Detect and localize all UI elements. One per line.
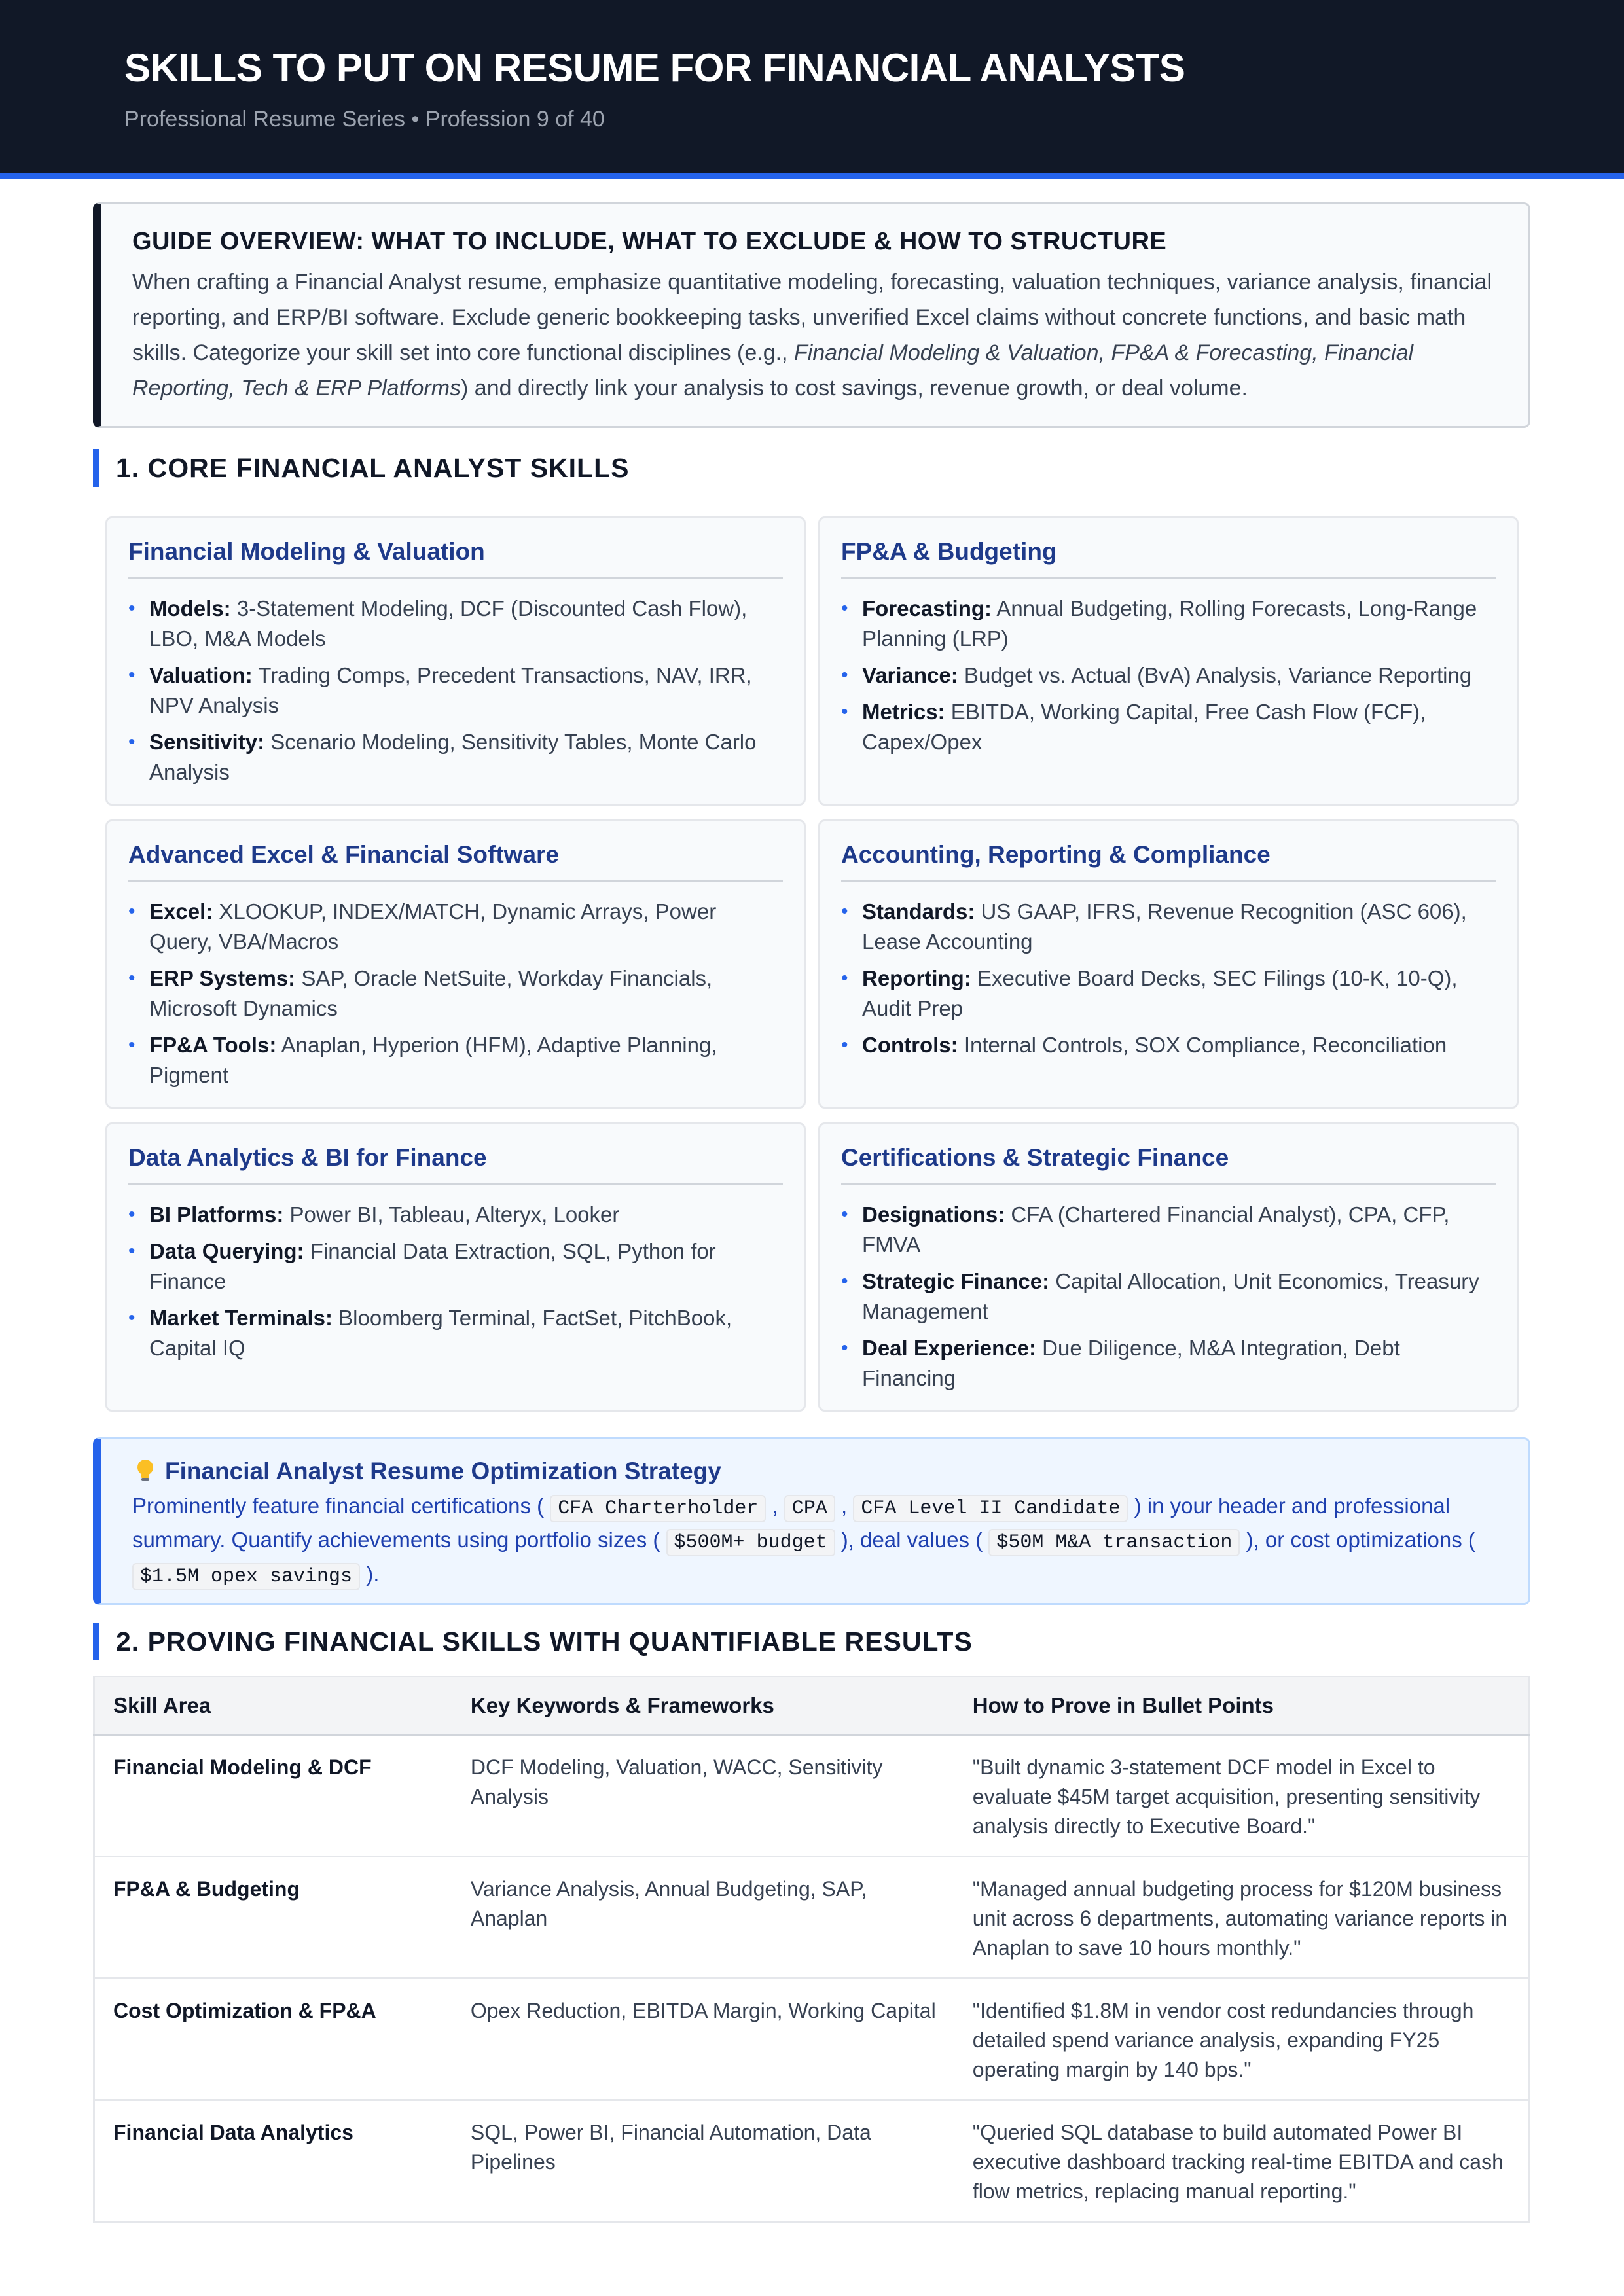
keywords-cell: Variance Analysis, Annual Budgeting, SAP, Anaplan bbox=[452, 1857, 954, 1979]
skill-card bbox=[105, 1122, 806, 1412]
code-chip: $50M M&A transaction bbox=[988, 1529, 1240, 1556]
skill-area-cell: Financial Data Analytics bbox=[113, 2121, 353, 2144]
keywords-cell: SQL, Power BI, Financial Automation, Data Pipelines bbox=[470, 2121, 871, 2174]
overview-title: GUIDE OVERVIEW: WHAT TO INCLUDE, WHAT TO EXCLUDE & HOW TO STRUCTURE bbox=[132, 228, 1167, 255]
overview-text: When crafting a Financial Analyst resume, emphasize quantitative modeling, forecasting, valuation techniques, variance analysis, financial reporting, and ERP/BI software. Exclude generic bookkeeping tasks, unverified Excel claims without concrete functions, and basic math skills. Categorize your skill set into core functional disciplines (e.g., Financial Modeling & Valuation, FP&A & Forecasting, Financial Reporting, Tech & ERP Platforms) and directly link your analysis to cost savings, revenue growth, or deal volume. bbox=[132, 270, 1492, 401]
skill-card bbox=[105, 819, 806, 1109]
skill-item: • Deal Experience: Due Diligence, M&A Integration, Debt Financing bbox=[841, 1336, 1400, 1390]
code-chip: CFA Level II Candidate bbox=[853, 1495, 1128, 1522]
skill-item: • Data Querying: Financial Data Extraction, SQL, Python for Finance bbox=[128, 1239, 716, 1293]
optimization-tip-box bbox=[93, 1437, 1530, 1605]
bullet-example-cell: "Queried SQL database to build automated Power BI executive dashboard tracking real-time EBITDA and cash flow metrics, replacing manual reporting." bbox=[972, 2121, 1504, 2203]
card-title: Certifications & Strategic Finance bbox=[841, 1141, 1496, 1185]
table-row bbox=[94, 1857, 1530, 1979]
code-chip: CPA bbox=[784, 1495, 835, 1522]
lightbulb-icon bbox=[132, 1457, 158, 1483]
page-title: SKILLS TO PUT ON RESUME FOR FINANCIAL ANALYSTS bbox=[124, 46, 1185, 90]
bullet-example-cell: "Built dynamic 3-statement DCF model in Excel to evaluate $45M target acquisition, presenting sensitivity analysis directly to Executive Board." bbox=[954, 1735, 1530, 1857]
guide-overview-box bbox=[93, 202, 1530, 428]
column-header: How to Prove in Bullet Points bbox=[954, 1677, 1530, 1735]
skill-item: • FP&A Tools: Anaplan, Hyperion (HFM), Adaptive Planning, Pigment bbox=[128, 1033, 717, 1087]
skill-area-cell: Financial Modeling & DCF bbox=[94, 1735, 452, 1857]
skill-card bbox=[818, 1122, 1519, 1412]
column-header: Skill Area bbox=[94, 1677, 452, 1735]
card-title: Accounting, Reporting & Compliance bbox=[841, 838, 1496, 882]
table-row bbox=[94, 2100, 1530, 2222]
tip-text: Prominently feature financial certifications ( CFA Charterholder , CPA , CFA Level II Candidate ) in your header and professional summary. Quantify achievements using portfolio sizes ( $500M+ budget ), deal values ( $50M M&A transaction ), or cost optimizations ( $1.5M opex savings ). bbox=[132, 1490, 1497, 1592]
skill-item: • Valuation: Trading Comps, Precedent Transactions, NAV, IRR, NPV Analysis bbox=[128, 663, 752, 717]
skill-item: • Models: 3-Statement Modeling, DCF (Discounted Cash Flow), LBO, M&A Models bbox=[128, 596, 748, 651]
card-skill-list bbox=[841, 1200, 1496, 1393]
skill-area-cell: FP&A & Budgeting bbox=[94, 1857, 452, 1979]
card-skill-list bbox=[128, 897, 783, 1090]
card-title: Financial Modeling & Valuation bbox=[128, 535, 783, 579]
card-skill-list bbox=[128, 594, 783, 787]
skill-area-cell: Cost Optimization & FP&A bbox=[94, 1979, 452, 2100]
skill-item: • Market Terminals: Bloomberg Terminal, FactSet, PitchBook, Capital IQ bbox=[128, 1306, 732, 1360]
skill-item: • Strategic Finance: Capital Allocation, Unit Economics, Treasury Management bbox=[841, 1269, 1479, 1323]
skill-item: • Designations: CFA (Chartered Financial Analyst), CPA, CFP, FMVA bbox=[841, 1202, 1450, 1257]
card-skill-list bbox=[841, 897, 1496, 1060]
keywords-cell: Opex Reduction, EBITDA Margin, Working Capital bbox=[452, 1979, 954, 2100]
table-row bbox=[94, 1979, 1530, 2100]
bullet-example-cell: "Identified $1.8M in vendor cost redundancies through detailed spend variance analysis, expanding FY25 operating margin by 140 bps." bbox=[954, 1979, 1530, 2100]
skill-item: • ERP Systems: SAP, Oracle NetSuite, Workday Financials, Microsoft Dynamics bbox=[128, 966, 713, 1020]
skill-item: • Variance: Budget vs. Actual (BvA) Analysis, Variance Reporting bbox=[841, 663, 1472, 687]
card-title: Data Analytics & BI for Finance bbox=[128, 1141, 783, 1185]
code-chip: $1.5M opex savings bbox=[132, 1563, 360, 1590]
table-header-row bbox=[94, 1677, 1530, 1735]
section-1-heading: 1. CORE FINANCIAL ANALYST SKILLS bbox=[93, 449, 1533, 487]
code-chip: CFA Charterholder bbox=[550, 1495, 766, 1522]
card-skill-list bbox=[841, 594, 1496, 757]
skill-card bbox=[818, 819, 1519, 1109]
card-title: Advanced Excel & Financial Software bbox=[128, 838, 783, 882]
skill-item: • Sensitivity: Scenario Modeling, Sensitivity Tables, Monte Carlo Analysis bbox=[128, 730, 757, 784]
header-accent-bar bbox=[0, 173, 1624, 179]
skill-item: • Metrics: EBITDA, Working Capital, Free Cash Flow (FCF), Capex/Opex bbox=[841, 700, 1426, 754]
skill-card bbox=[818, 516, 1519, 806]
bullet-example-cell: "Managed annual budgeting process for $120M business unit across 6 departments, automating variance reports in Anaplan to save 10 hours monthly." bbox=[954, 1857, 1530, 1979]
skill-item: • Controls: Internal Controls, SOX Compliance, Reconciliation bbox=[841, 1033, 1447, 1057]
table-row bbox=[94, 1735, 1530, 1857]
skill-item: • Standards: US GAAP, IFRS, Revenue Recognition (ASC 606), Lease Accounting bbox=[841, 899, 1467, 954]
code-chip: $500M+ budget bbox=[666, 1529, 835, 1556]
section-2-heading: 2. PROVING FINANCIAL SKILLS WITH QUANTIFIABLE RESULTS bbox=[93, 1623, 1533, 1660]
page-header bbox=[0, 0, 1624, 173]
skill-item: • BI Platforms: Power BI, Tableau, Alteryx, Looker bbox=[128, 1202, 620, 1227]
page-subtitle: Professional Resume Series • Profession 9 of 40 bbox=[124, 107, 605, 132]
skill-card bbox=[105, 516, 806, 806]
skill-item: • Reporting: Executive Board Decks, SEC Filings (10-K, 10-Q), Audit Prep bbox=[841, 966, 1458, 1020]
results-table bbox=[93, 1676, 1530, 2223]
card-title: FP&A & Budgeting bbox=[841, 535, 1496, 579]
skill-item: • Forecasting: Annual Budgeting, Rolling Forecasts, Long-Range Planning (LRP) bbox=[841, 596, 1477, 651]
skill-item: • Excel: XLOOKUP, INDEX/MATCH, Dynamic Arrays, Power Query, VBA/Macros bbox=[128, 899, 717, 954]
tip-title: Financial Analyst Resume Optimization Strategy bbox=[132, 1455, 1497, 1488]
column-header: Key Keywords & Frameworks bbox=[452, 1677, 954, 1735]
keywords-cell: DCF Modeling, Valuation, WACC, Sensitivity Analysis bbox=[452, 1735, 954, 1857]
card-skill-list bbox=[128, 1200, 783, 1363]
